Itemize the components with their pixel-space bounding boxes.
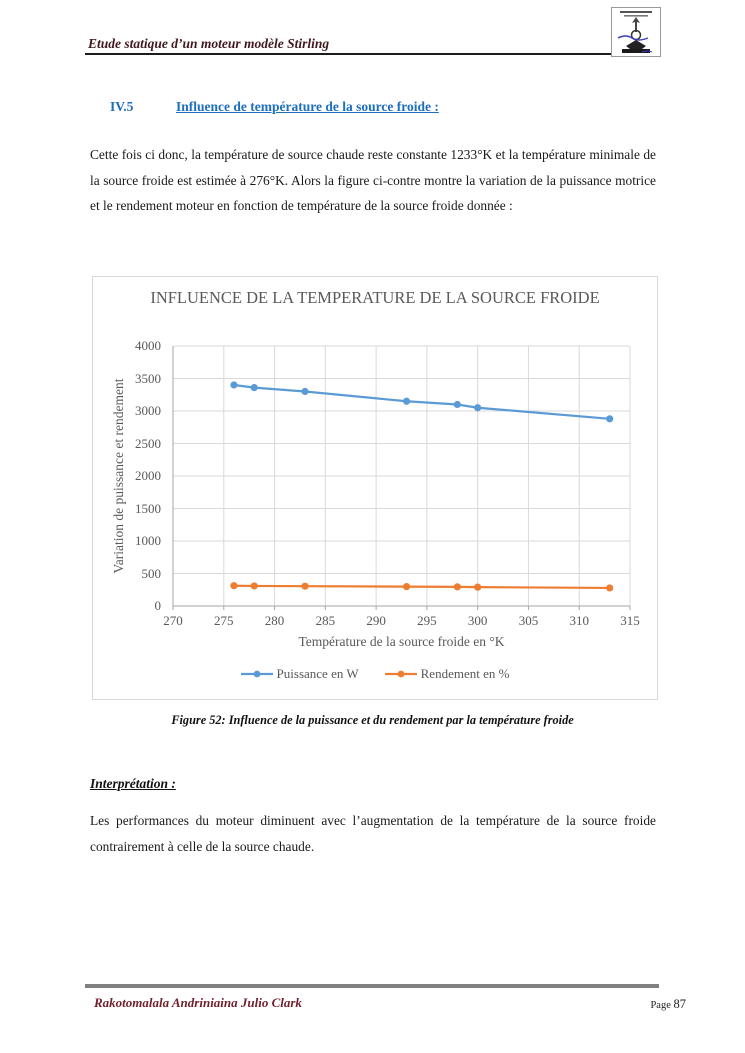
y-tick-label: 0 xyxy=(154,598,161,613)
series-point xyxy=(403,398,410,405)
section-heading xyxy=(110,99,439,115)
x-tick-label: 315 xyxy=(620,613,640,628)
y-tick-label: 2500 xyxy=(135,435,161,451)
y-tick-label: 1000 xyxy=(135,533,161,548)
x-tick-label: 275 xyxy=(214,613,234,628)
x-tick-label: 295 xyxy=(417,613,437,628)
chart-legend xyxy=(93,666,657,682)
y-tick-label: 2000 xyxy=(135,468,161,483)
footer-divider xyxy=(85,984,659,988)
school-logo-graphic xyxy=(612,8,660,56)
series-point xyxy=(606,415,613,422)
y-tick-label: 3500 xyxy=(135,370,161,386)
chart-title: INFLUENCE DE LA TEMPERATURE DE LA SOURCE FROIDE xyxy=(150,288,600,307)
interpretation-heading: Interprétation : xyxy=(90,776,176,791)
section-number: IV.5 xyxy=(110,99,134,114)
series-line-puissance-en-w xyxy=(234,385,610,419)
series-point xyxy=(454,401,461,408)
legend-label: Puissance en W xyxy=(276,666,359,681)
x-tick-label: 285 xyxy=(315,613,336,628)
series-point xyxy=(230,582,237,589)
legend-item xyxy=(241,666,359,682)
section-title: Influence de température de la source froide : xyxy=(176,99,439,114)
header-title: Etude statique d’un moteur modèle Stirling xyxy=(88,36,330,51)
x-tick-label: 305 xyxy=(518,613,539,628)
series-line-rendement-en- xyxy=(234,586,610,588)
x-tick-label: 310 xyxy=(569,613,589,628)
page-number xyxy=(650,997,686,1012)
page-number-value: 87 xyxy=(673,997,686,1011)
x-tick-label: 270 xyxy=(163,613,183,628)
school-logo-icon xyxy=(611,7,661,57)
legend-item xyxy=(385,666,510,682)
series-point xyxy=(474,584,481,591)
y-axis-title: Variation de puissance et rendement xyxy=(111,378,126,574)
series-point xyxy=(454,583,461,590)
interpretation-paragraph: Les performances du moteur diminuent avec l’augmentation de la température de la source froide contrairement à celle de la source chaude. xyxy=(90,813,656,854)
series-point xyxy=(251,384,258,391)
series-point xyxy=(230,381,237,388)
y-tick-label: 1500 xyxy=(135,500,161,516)
series-point xyxy=(301,583,308,590)
chart-area xyxy=(92,276,658,700)
y-tick-label: 500 xyxy=(141,565,161,581)
page-number-label: Page xyxy=(650,1000,671,1011)
x-axis-title: Température de la source froide en °K xyxy=(298,634,505,649)
legend-marker-icon xyxy=(385,669,417,679)
legend-marker-icon xyxy=(241,669,273,679)
legend-label: Rendement en % xyxy=(420,666,510,681)
header-divider xyxy=(85,53,660,55)
series-point xyxy=(474,404,481,411)
y-tick-label: 4000 xyxy=(135,338,161,353)
footer-author: Rakotomalala Andriniaina Julio Clark xyxy=(94,995,302,1010)
series-point xyxy=(251,582,258,589)
x-tick-label: 280 xyxy=(264,613,285,628)
intro-paragraph: Cette fois ci donc, la température de source chaude reste constante 1233°K et la température minimale de la source froide est estimée à 276°K. Alors la figure ci-contre montre la variation de la puissance motrice et le rendement moteur en fonction de température de la source froide donnée : xyxy=(90,147,656,214)
figure-caption: Figure 52: Influence de la puissance et du rendement par la température froide xyxy=(171,713,574,727)
series-point xyxy=(301,388,308,395)
series-point xyxy=(606,584,613,591)
x-tick-label: 300 xyxy=(467,613,488,628)
series-point xyxy=(403,583,410,590)
x-tick-label: 290 xyxy=(366,613,386,628)
y-tick-label: 3000 xyxy=(135,403,161,418)
